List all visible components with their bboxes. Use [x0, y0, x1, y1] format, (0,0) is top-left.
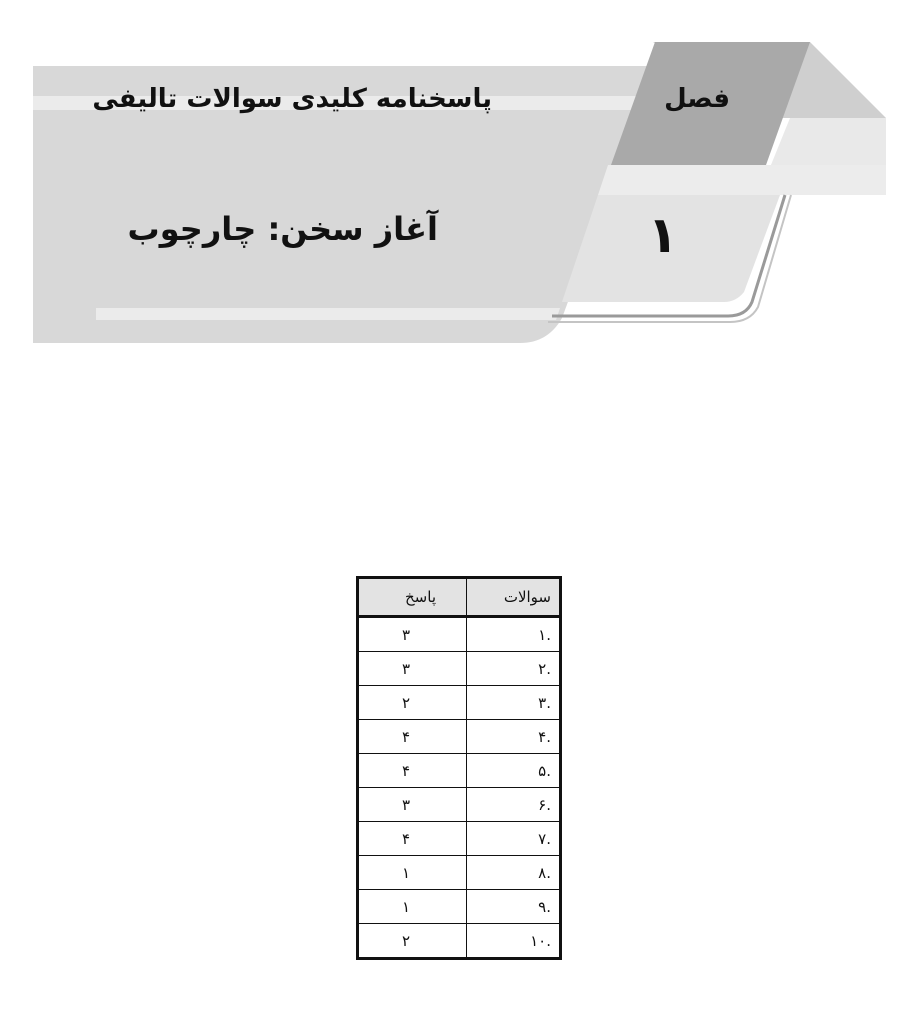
answer-key-table	[356, 576, 562, 960]
question-number: .۵	[467, 754, 561, 788]
table-row	[358, 617, 561, 652]
table-row	[358, 686, 561, 720]
table-row	[358, 754, 561, 788]
question-number: .۳	[467, 686, 561, 720]
question-number: .۷	[467, 822, 561, 856]
answer-value: ۳	[358, 617, 467, 652]
answer-value: ۴	[358, 822, 467, 856]
chapter-label: فصل	[664, 84, 730, 114]
chapter-title: آغاز سخن: چارچوب	[127, 210, 438, 248]
question-number: .۴	[467, 720, 561, 754]
answer-value: ۳	[358, 652, 467, 686]
chapter-banner	[0, 0, 906, 360]
answer-value: ۴	[358, 720, 467, 754]
question-number: .۸	[467, 856, 561, 890]
answer-value: ۱	[358, 856, 467, 890]
question-number: .۶	[467, 788, 561, 822]
answer-key-subtitle: پاسخنامه کلیدی سوالات تالیفی	[92, 84, 492, 114]
answer-column-header: پاسخ	[358, 578, 467, 617]
table-row	[358, 890, 561, 924]
table-header-row	[358, 578, 561, 617]
answer-value: ۲	[358, 924, 467, 959]
table-row	[358, 652, 561, 686]
table-row	[358, 856, 561, 890]
answer-value: ۱	[358, 890, 467, 924]
chapter-number: ۱	[647, 206, 678, 264]
table-row	[358, 924, 561, 959]
answer-value: ۴	[358, 754, 467, 788]
questions-column-header: سوالات	[467, 578, 561, 617]
answer-value: ۳	[358, 788, 467, 822]
table-row	[358, 720, 561, 754]
question-number: .۹	[467, 890, 561, 924]
banner-graphic	[0, 0, 906, 360]
question-number: .۱۰	[467, 924, 561, 959]
question-number: .۱	[467, 617, 561, 652]
table-row	[358, 822, 561, 856]
table-row	[358, 788, 561, 822]
answer-value: ۲	[358, 686, 467, 720]
question-number: .۲	[467, 652, 561, 686]
